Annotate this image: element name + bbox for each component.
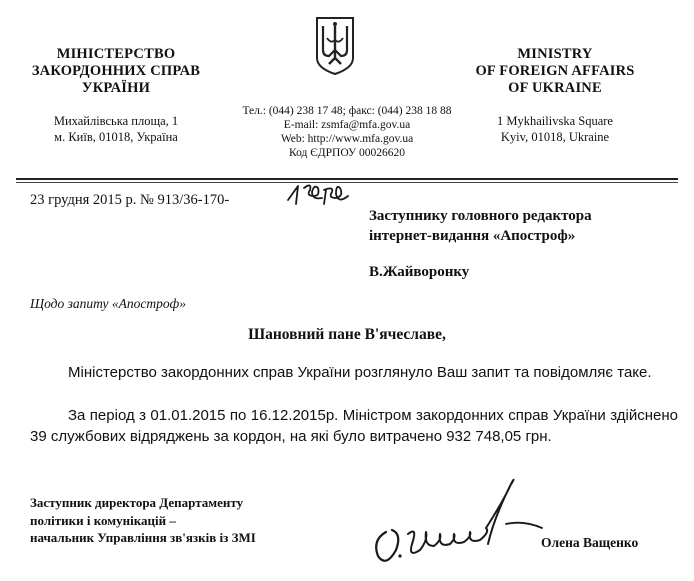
contact-block: Тел.: (044) 238 17 48; факс: (044) 238 18 88 E-mail: zsmfa@mfa.gov.ua Web: http://www.mfa.gov.ua Код ЄДРПОУ 00026620 (242, 105, 452, 159)
handwritten-reference (284, 178, 360, 213)
date-reference: 23 грудня 2015 р. № 913/36-170- (30, 192, 230, 208)
header-left (0, 46, 232, 145)
address-ua: Михайлівська площа, 1 м. Київ, 01018, Україна (53, 114, 179, 144)
body-paragraph-1: Міністерство закордонних справ України розглянуло Ваш запит та повідомляє таке. (68, 364, 652, 381)
signatory-title: Заступник директора Департаменту політики і комунікацій – начальник Управління зв'язків із ЗМІ (30, 495, 256, 545)
address-en: 1 Mykhailivska Square Kyiv, 01018, Ukraine (497, 114, 613, 144)
tryzub-emblem-icon (313, 14, 357, 81)
subject-line: Щодо запиту «Апостроф» (30, 296, 186, 311)
handwritten-signature-icon (356, 470, 546, 575)
ministry-name-en: MINISTRY OF FOREIGN AFFAIRS OF UKRAINE (475, 46, 635, 96)
ministry-name-ua: МІНІСТЕРСТВО ЗАКОРДОННИХ СПРАВ УКРАЇНИ (31, 46, 201, 96)
header-right (450, 46, 660, 145)
body-paragraph-2: За період з 01.01.2015 по 16.12.2015р. Міністром закордонних справ України здійснено 39 службових відряджень за кордон, на які було витрачено 932 748,05 грн. (30, 407, 678, 445)
recipient-name: В.Жайворонку (369, 264, 470, 280)
signatory-name: Олена Ващенко (541, 535, 639, 550)
salutation: Шановний пане В'ячеславе, (248, 326, 446, 343)
recipient: Заступнику головного редактора інтернет-видання «Апостроф» (369, 208, 592, 244)
